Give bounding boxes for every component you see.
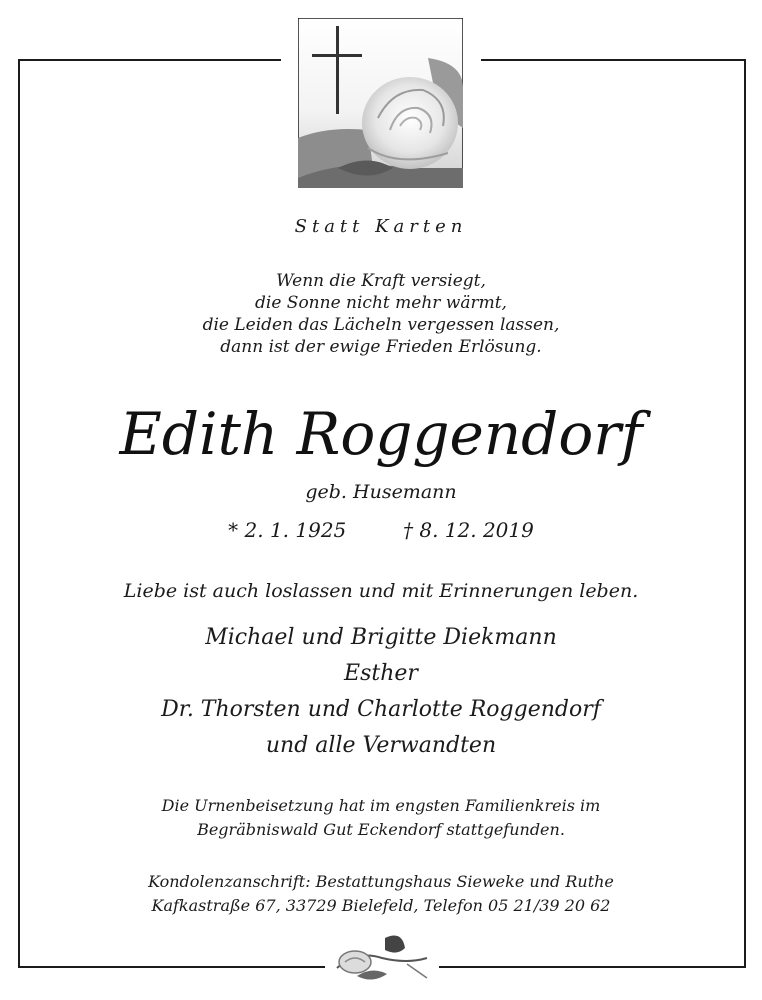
- burial-info: [0, 794, 762, 842]
- poem-line: Wenn die Kraft versiegt,: [276, 271, 486, 291]
- cross-and-rose-photo-icon: [298, 18, 463, 188]
- death-date: † 8. 12. 2019: [403, 518, 534, 542]
- mourner-line: Esther: [344, 661, 418, 686]
- mourner-line: Michael und Brigitte Diekmann: [205, 625, 557, 650]
- poem-line: dann ist der ewige Frieden Erlösung.: [220, 337, 542, 357]
- maiden-name: geb. Husemann: [305, 481, 457, 503]
- condolence-address: [0, 870, 762, 918]
- dates: [0, 518, 762, 542]
- condolence-line: Kafkastraße 67, 33729 Bielefeld, Telefon 05 21/39 20 62: [151, 896, 611, 915]
- mourners: [0, 620, 762, 764]
- poem: [0, 270, 762, 358]
- deceased-name: Edith Roggendorf: [119, 400, 643, 468]
- burial-line: Begräbniswald Gut Eckendorf stattgefunden.: [197, 820, 565, 839]
- quote: Liebe ist auch loslassen und mit Erinnerungen leben.: [123, 580, 639, 602]
- frame-bottom-left: [18, 966, 325, 968]
- cross-rose-photo: [298, 18, 463, 188]
- frame-top-right: [481, 59, 746, 61]
- mourner-line: und alle Verwandten: [265, 733, 497, 758]
- bottom-rose: [327, 928, 437, 988]
- frame-bottom-right: [439, 966, 746, 968]
- header-statt-karten: Statt Karten: [294, 216, 468, 237]
- rose-icon: [327, 928, 437, 988]
- poem-line: die Sonne nicht mehr wärmt,: [255, 293, 507, 313]
- poem-line: die Leiden das Lächeln vergessen lassen,: [202, 315, 560, 335]
- mourner-line: Dr. Thorsten und Charlotte Roggendorf: [161, 697, 601, 722]
- condolence-line: Kondolenzanschrift: Bestattungshaus Sieweke und Ruthe: [148, 872, 614, 891]
- burial-line: Die Urnenbeisetzung hat im engsten Familienkreis im: [161, 796, 601, 815]
- frame-top-left: [18, 59, 281, 61]
- birth-date: * 2. 1. 1925: [228, 518, 347, 542]
